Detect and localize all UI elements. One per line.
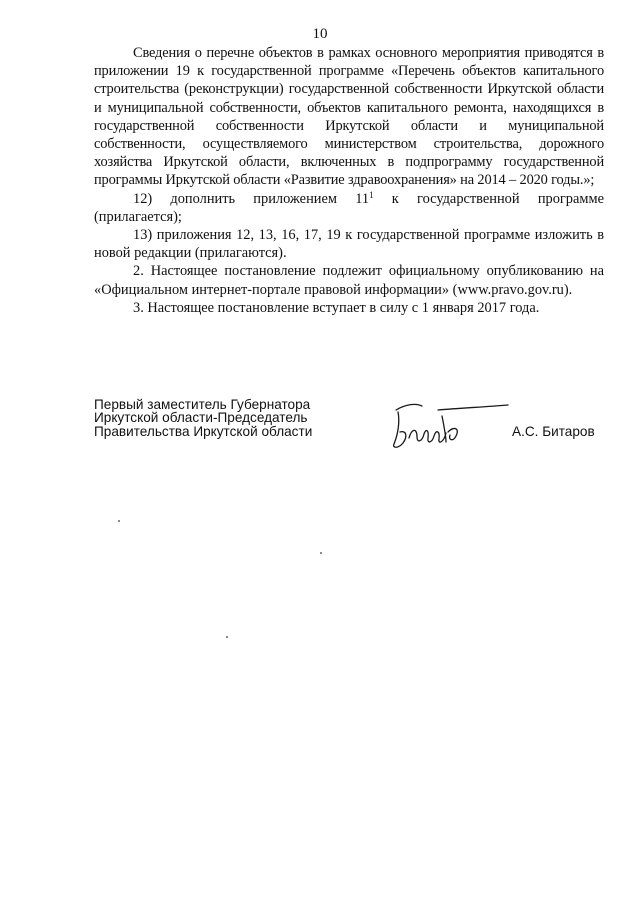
paragraph-clause-3: 3. Настоящее постановление вступает в силу с 1 января 2017 года. <box>133 299 540 316</box>
item-12-text: 12) дополнить приложением 11 <box>133 190 370 207</box>
paragraph-objects-list: Сведения о перечне объектов в рамках основного мероприятия приводятся в приложении 19 к государственной программе «Перечень объектов капитального строительства (реконструкции) государственной собственности Иркутской области и муниципальной собственности, объектов капитального ремонта, находящихся в государственной собственности Иркутской области и муниципальной собственности, осуществляемого министерством строительства, дорожного хозяйства Иркутской области, включенных в подпрограмму государственной программы Иркутской области «Развитие здравоохранения» на 2014 – 2020 годы.»; <box>94 45 604 189</box>
signer-title-line: Первый заместитель Губернатора <box>94 397 311 412</box>
scan-speck <box>118 520 120 522</box>
document-body <box>94 44 604 317</box>
signer-title <box>94 398 312 438</box>
signer-title-line: Иркутской области-Председатель <box>94 410 308 426</box>
paragraph-item-13: 13) приложения 12, 13, 16, 17, 19 к государственной программе изложить в новой редакции (прилагаются). <box>94 227 604 262</box>
handwritten-signature <box>376 398 516 458</box>
scan-speck <box>320 552 322 554</box>
scan-speck <box>226 636 228 638</box>
paragraph-item-12 <box>94 190 604 226</box>
signer-title-line: Правительства Иркутской области <box>94 423 313 439</box>
item-12-superscript: 1 <box>369 189 374 200</box>
page-number: 10 <box>312 26 328 42</box>
paragraph-clause-2: 2. Настоящее постановление подлежит официальному опубликованию на «Официальном интернет-портале правовой информации» (www.pravo.gov.ru). <box>94 263 604 298</box>
signer-name: А.С. Битаров <box>512 424 595 439</box>
item-12-text-end: к государственной программе (прилагается); <box>94 190 604 225</box>
